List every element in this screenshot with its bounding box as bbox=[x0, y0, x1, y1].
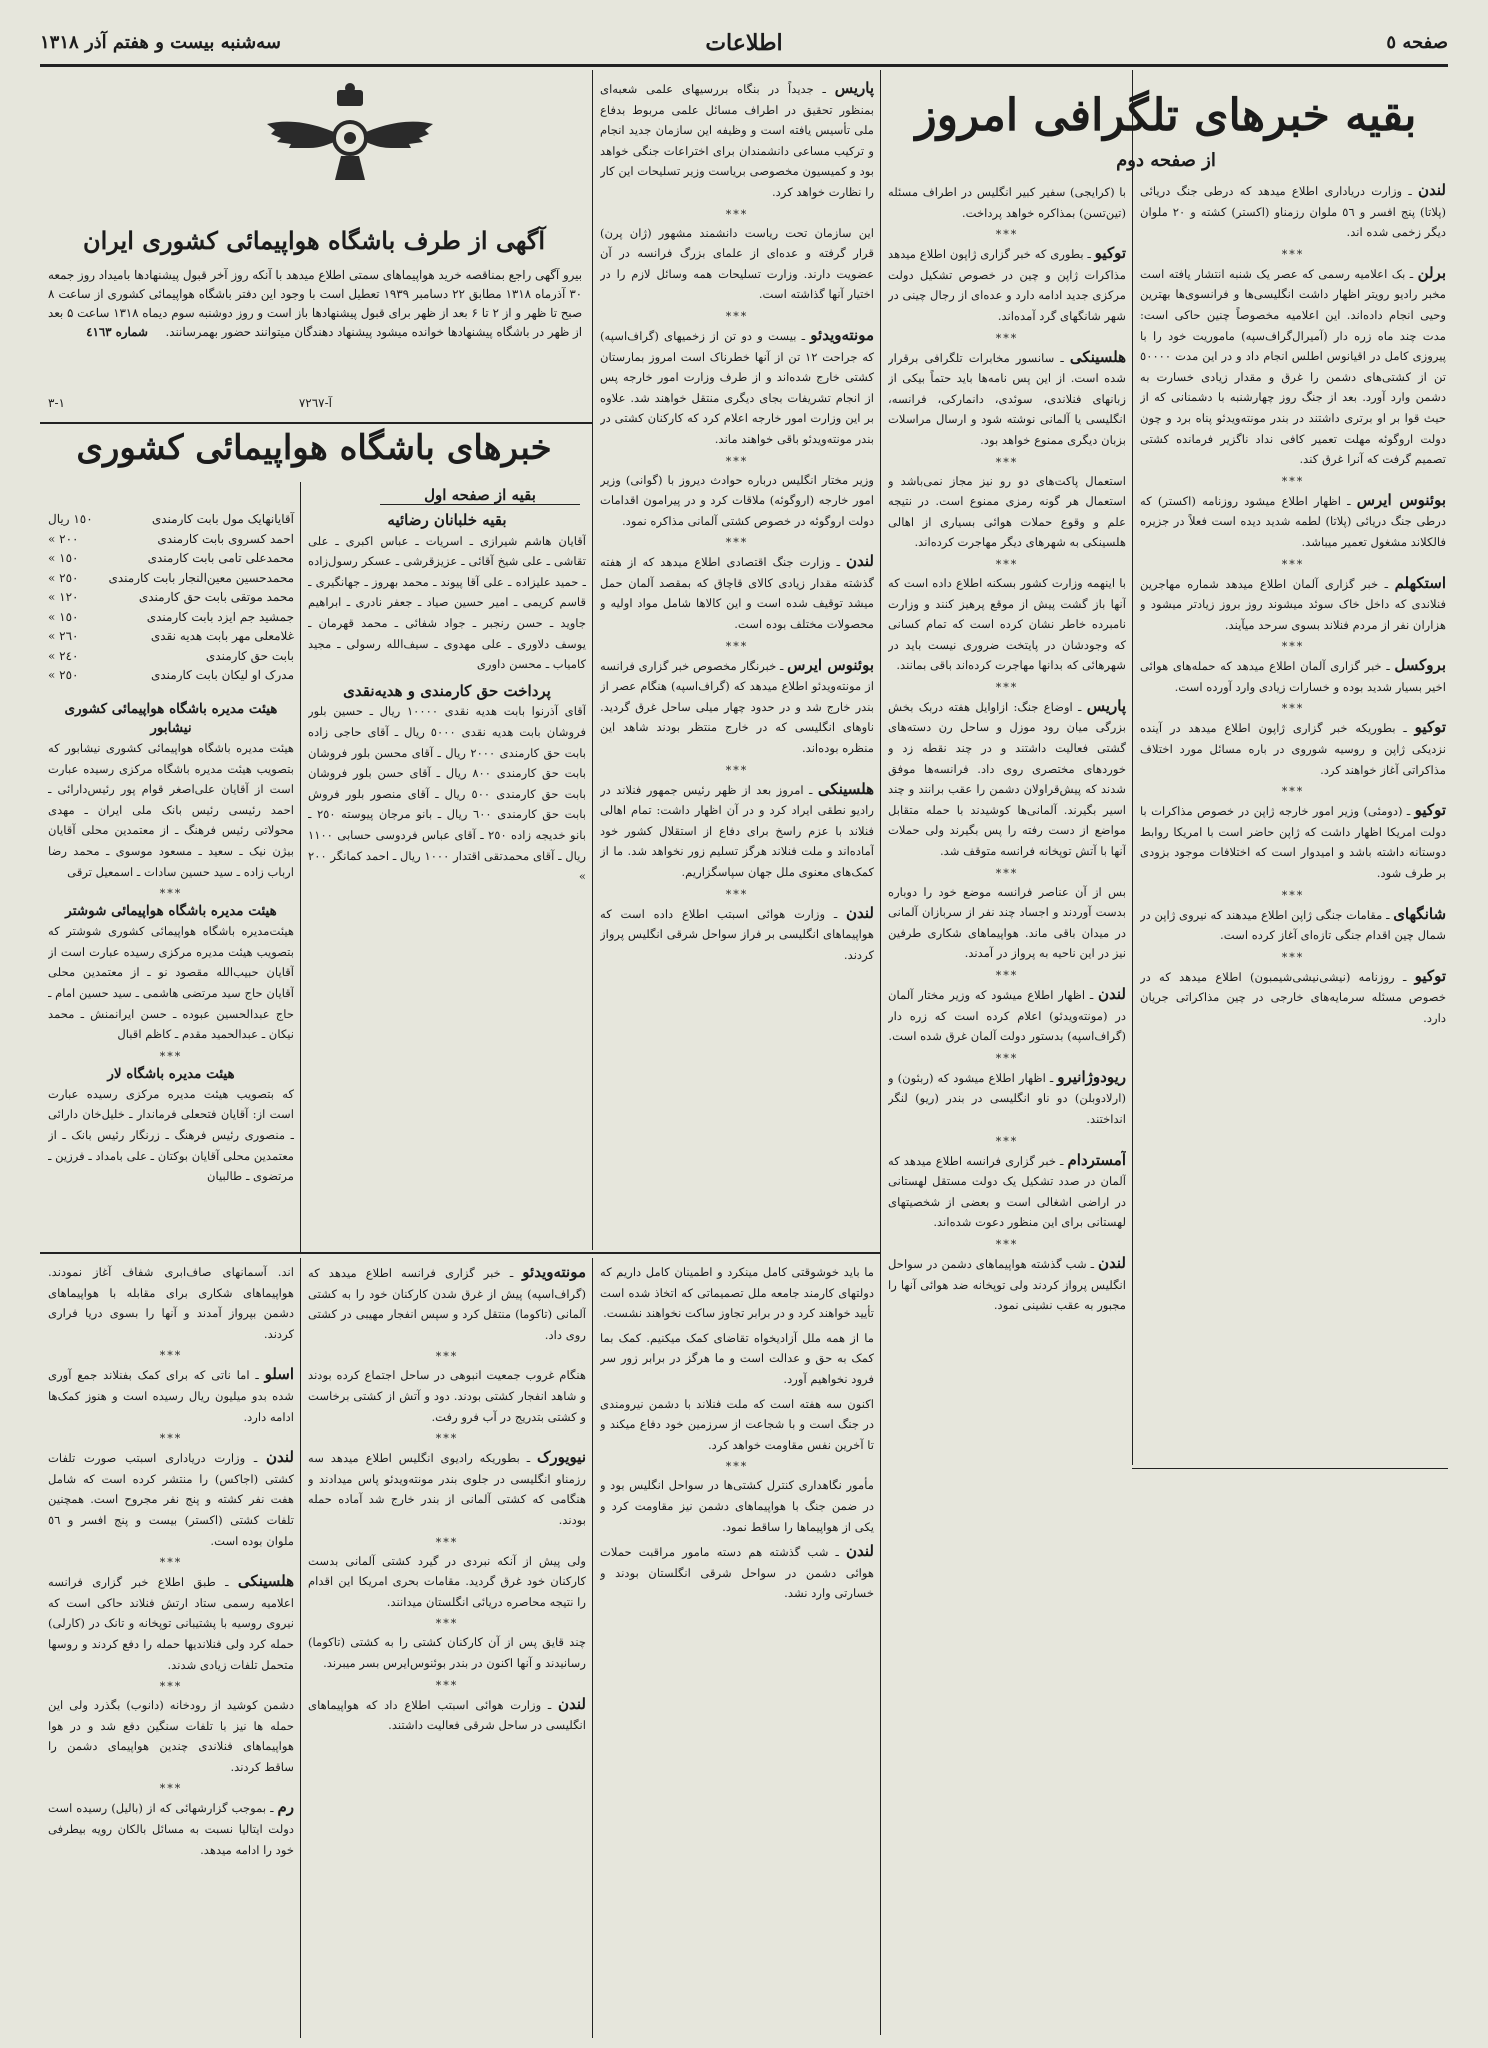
news-item bbox=[600, 223, 874, 305]
news-item-dateline: بروکسل bbox=[1394, 656, 1446, 675]
news-item-dateline: توکیو bbox=[1414, 718, 1446, 737]
news-item bbox=[888, 1150, 1126, 1233]
news-item-body: ما باید خوشوقتی کامل مینکرد و اطمینان کامل داریم که دولتهای کارمند جامعه ملل تصمیماتی که اتخاذ شده است تأیید خواهند کرد و در برابر تجاوز ساکت نخواهند نشست. bbox=[600, 1265, 874, 1321]
news-item bbox=[888, 471, 1126, 553]
news-item-dateline: لندن bbox=[846, 552, 874, 571]
ad-rule bbox=[40, 422, 592, 424]
donor-row bbox=[48, 666, 294, 686]
donor-name: آقایانهایک مول بابت کارمندی bbox=[151, 512, 294, 526]
donor-row bbox=[48, 588, 294, 608]
item-separator: *** bbox=[159, 1349, 183, 1363]
column-divider bbox=[880, 70, 881, 2035]
news-item bbox=[888, 882, 1126, 964]
news-item bbox=[888, 182, 1126, 223]
news-item-body: ـ بطوری که خبر گزاری ژاپون اطلاع میدهد مذاکرات ژاپن و چین در خصوص تشکیل دولت مرکزی جدید ادامه دارد و عده‌ای از رجال چینی در شهر شانگهای گرد آمده‌اند. bbox=[888, 247, 1126, 323]
news-item-body: ـ مقامات جنگی ژاپن اطلاع میدهند که نیروی ژاپن در شمال چین اقدام جنگی تازه‌ای آغاز کرده است. bbox=[1140, 907, 1446, 943]
news-item-body: وزیر مختار انگلیس درباره حوادث دیروز با (گوانی) وزیر امور خارجه (اروگوئه) ملاقات کرد و در پیرامون اقدامات دولت اروگوئه در خصوص کشتی آلمانی مذاکره نمود. bbox=[600, 472, 874, 528]
news-item-body: ـ بموجب گزارشهائی که از (بالیل) رسیده است دولت ایتالیا نسبت به مسائل بالکان رویه بیطرفی خود را ادامه میدهد. bbox=[48, 1801, 294, 1857]
news-item bbox=[600, 1394, 874, 1456]
news-item-dateline: مونته‌ویدئو bbox=[522, 1263, 586, 1281]
item-separator: *** bbox=[435, 1678, 459, 1692]
item-separator: *** bbox=[725, 207, 749, 221]
item-separator: *** bbox=[1281, 247, 1305, 261]
news-item-dateline: هلسینکی bbox=[1069, 347, 1126, 366]
item-separator: *** bbox=[725, 536, 749, 550]
news-item-body: ـ بیست و دو تن از زخمیهای (گراف‌اسپه) که جراحت ١٢ تن از آنها خطرناک است امروز بمارستان کشتی خارج شده‌اند و از طرف وزارت امور خارجه پس از انجام تشریفات بجای دیگری منتقل خواهند شد. علاوه بر این وزارت امور خارجه اعلام کرد که کارکنان کشتی در بندر مونته‌ویدئو باقی خواهند ماند. bbox=[600, 328, 874, 446]
donor-row bbox=[48, 549, 294, 569]
news-item-body: ـ خبر گزاری آلمان اطلاع میدهد شماره مهاجرین فنلاندی که داخل خاک سوئد میشوند روز بروز زیادتر میشود و هزاران نفر از مردم فنلاند بسوی سرحد میآیند. bbox=[1140, 576, 1446, 632]
news-item-body: ـ خبرنگار مخصوص خبر گزاری فرانسه از مونته‌ویدئو اطلاع میدهد که (گراف‌اسپه) هنگام عصر از بندر خارج شد و در حدود چهار میلی ساحل غرق گردید. ناوهای انگلیسی که در خارج منتظر بودند شاهد این منظره بوده‌اند. bbox=[600, 658, 874, 756]
news-item-body: ـ خبر گزاری فرانسه اطلاع میدهد که آلمان در صدد تشکیل یک دولت مستقل لهستانی در اراضی اشغالی است و بعضی از شخصیتهای لهستانی برای این منظور دعوت شده‌اند. bbox=[888, 1153, 1126, 1230]
news-item-body: ـ اوضاع جنگ: ازاوایل هفته دربک بخش بزرگی میان رود موزل و ساحل رن دسته‌های گشتی فعالیت داشتند و در چند نقطه زد و خوردهای مختصری روی داد. فرانسه‌ها موفق شدند که پیش‌قراولان دشمن را عقب برانند و چند اسیر بگیرند. آلمانی‌ها کوشیدند با حمله متقابل مواضع از دست رفته را پس بگیرند ولی حملات آنها با آتش توپخانه فرانسه متوقف شد. bbox=[888, 699, 1126, 859]
news-item-dateline: توکیو bbox=[1094, 244, 1126, 263]
news-item-body: ـ اظهار اطلاع میشود که وزیر مختار آلمان در (مونته‌ویدئو) اعلام کرده است که زره دار (گراف‌اسپه) بدستور دولت آلمان غرق شده است. bbox=[888, 988, 1126, 1044]
news-item-body: ـ شب گذشته هم دسته مامور مراقبت حملات هوائی دشمن در سواحل شرقی انگلستان بودند و خسارتی وارد نشد. bbox=[600, 1545, 874, 1601]
news-item-dateline: بوئنوس ایرس bbox=[1356, 490, 1446, 509]
news-item-body: ـ بطوریکه خبر گزاری ژاپون اطلاع میدهد در آینده نزدیکی ژاپن و روسیه شوروی در باره مسائل مورد اختلاف مذاکراتی آغاز خواهند کرد. bbox=[1140, 721, 1446, 777]
donor-row bbox=[48, 627, 294, 647]
news-item-body: ـ روزنامه (نیشی‌نیشی‌شیمبون) اطلاع میدهد که در خصوص مسئله سرمایه‌های خارجی در چین مذاکراتی جریان دارد. bbox=[1140, 969, 1446, 1025]
item-separator: *** bbox=[1281, 474, 1305, 488]
item-separator: *** bbox=[1281, 888, 1305, 902]
news-item bbox=[600, 1541, 874, 1604]
item-separator: *** bbox=[725, 454, 749, 468]
news-item-body: با (کرایجی) سفیر کبیر انگلیس در اطراف مسئله (تین‌تسن) بمذاکره خواهد پرداخت. bbox=[888, 185, 1126, 220]
news-item bbox=[48, 1695, 294, 1777]
news-item-body: ـ امروز بعد از ظهر رئیس جمهور فنلاند در رادیو نطقی ایراد کرد و در آن اظهار داشت: تمام اهالی فنلاند با عزم راسخ برای دفاع از استقلال کشور خود آماده‌اند و ملت فنلاند هرگز تسلیم زور نخواهد شد. ما از کمک‌های معنوی ملل جهان سپاسگزاریم. bbox=[600, 782, 874, 879]
issue-date: سه‌شنبه بیست و هفتم آذر ۱۳۱۸ bbox=[40, 32, 281, 53]
news-item-body: ـ اظهار اطلاع میشود که (ربئون) و (ارلادوبلن) دو ناو انگلیسی در بندر (ریو) لنگر انداختند. bbox=[888, 1070, 1126, 1126]
news-item-body: ـ شب گذشته هواپیماهای دشمن در سواحل انگلیس پرواز کردند ولی توپخانه ضد هوائی آنها را مجبور به عقب نشینی نمود. bbox=[888, 1256, 1126, 1313]
donor-amount: ١٢٠ » bbox=[48, 590, 79, 604]
news-item bbox=[888, 347, 1126, 451]
item-separator: *** bbox=[159, 1556, 183, 1570]
news-column-3 bbox=[600, 78, 874, 1246]
news-item-dateline: بوئنوس ایرس bbox=[787, 655, 874, 674]
item-separator: *** bbox=[159, 887, 183, 901]
news-item-dateline: لندن bbox=[1098, 1253, 1126, 1272]
news-item bbox=[308, 1694, 586, 1736]
telegraph-title: بقیه خبرهای تلگرافی امروز bbox=[915, 90, 1417, 141]
news-item bbox=[600, 903, 874, 966]
column-divider bbox=[300, 482, 301, 1252]
donor-name: مدرک او لیکان بابت کارمندی bbox=[150, 668, 294, 682]
item-separator: *** bbox=[995, 1237, 1019, 1251]
item-separator: *** bbox=[725, 1460, 749, 1474]
donor-row bbox=[48, 608, 294, 628]
item-separator: *** bbox=[1281, 785, 1305, 799]
news-item-body: دشمن کوشید از رودخانه (دانوب) بگذرد ولی این حمله ها نیز با تلفات سنگین دفع شد و در هوا هواپیماهای فنلاندی چندین هواپیمای دشمن را ساقط کردند. bbox=[48, 1698, 294, 1774]
news-item bbox=[48, 1571, 294, 1675]
news-item bbox=[888, 1067, 1126, 1130]
news-item-body: چند قایق پس از آن کارکنان کشتی را به کشتی (تاکوما) رسانیدند و آنها اکنون در بندر بوئنوس‌ایرس بسر میبرند. bbox=[308, 1635, 586, 1670]
item-separator: *** bbox=[995, 1134, 1019, 1148]
item-separator: *** bbox=[435, 1617, 459, 1631]
item-separator: *** bbox=[435, 1535, 459, 1549]
news-item bbox=[48, 1364, 294, 1427]
news-item-body: ـ وزارت دریاداری اسبتب صورت تلفات کشتی (اجاکس) را منتشر کرده است که شامل هفت نفر کشته و پنج نفر مجروح است. همچنین تلفات کشتی (اکستر) بیست و پنج افسر و ٥٦ ملوان بوده است. bbox=[48, 1451, 294, 1548]
ad-title: آگهی از طرف باشگاه هواپیمائی کشوری ایران bbox=[82, 226, 546, 255]
bottom-column-b bbox=[308, 1262, 586, 2032]
news-item-body: ـ خبر گزاری فرانسه اطلاع میدهد که (گراف‌اسپه) پیش از غرق شدن کارکنان خود را به کشتی آلمانی (تاکوما) منتقل کرد و سپس انفجار مهیبی در کشتی روی داد. bbox=[308, 1266, 586, 1342]
donor-row bbox=[48, 647, 294, 667]
news-item-body: ـ بک اعلامیه رسمی که عصر یک شنبه انتشار یافته است مخبر رادیو رویتر اظهار داشت انگلیسی‌ها و فرانسوی‌ها بهترین وحیی انجام داده‌اند. این اعلامیه مخصوصاً چنین حاکی است: مدت چند ماه زره دار (آمیرال‌گراف‌سپه) ماموریت خود را با پیروزی کامل در اقیانوس اطلس انجام داد و در این مدت ٥٠٠٠٠ تن از کشتی‌های دشمن را غرق و مقدار زیادی خسارت به دشمن وارد آورد. بعد از جنگ روز چهارشنبه با دشمنانی که از حیث قوا بر او برتری داشتند در بندر مونته‌ویدئو پناه برد و چون دولت اروگوئه مهلت تعمیر کافی نداد ناگزیر فرمانده کشتی تصمیم گرفت که آنرا غرق کند. bbox=[1140, 266, 1446, 467]
ad-body-text: بیرو آگهی راجع بمناقصه خرید هواپیماهای سمتی اطلاع میدهد با آنکه روز آخر قبول پیشنهادها بامیداد روز جمعه ٣٠ آذرماه ١٣١٨ مطابق ٢٢ دسامبر ١٩٣٩ تعطیل است با وجود این دفتر باشگاه هواپیمائی کشوری از ساعت ۸ صبح تا ظهر و از ۲ تا ۶ بعد از ظهر برای قبول پیشنهادها باز است و روز دوشنبه سوم دیماه ۱۳۱۸ ساعت ۵ بعد از ظهر در باشگاه پیشنهادها خوانده میشود پیشنهاد دهندگان میتوانند حضور بهمرسانند. bbox=[48, 268, 582, 339]
news-item bbox=[888, 696, 1126, 862]
item-separator: *** bbox=[1281, 702, 1305, 716]
news-item bbox=[1140, 180, 1446, 243]
bottom-column-c bbox=[600, 1262, 874, 2032]
masthead-rule bbox=[40, 64, 1448, 67]
bottom-column-a bbox=[48, 1262, 294, 2032]
item-separator: *** bbox=[725, 309, 749, 323]
donor-row bbox=[48, 569, 294, 589]
ad-body bbox=[48, 266, 582, 396]
item-separator: *** bbox=[159, 1680, 183, 1694]
club-emblem bbox=[265, 80, 435, 190]
telegraph-column-1 bbox=[1140, 180, 1446, 2000]
news-item-body: ـ سانسور مخابرات تلگرافی برقرار شده است. از این پس نامه‌ها باید حتماً بیکی از زبانهای فنلاندی، سوئدی، دانمارکی، فرانسه، انگلیسی یا آلمانی نوشته شود و ارسال مراسلات بزبان دیگری ممنوع خواهد بود. bbox=[888, 350, 1126, 447]
donor-amount: ٢٠٠ » bbox=[48, 531, 79, 546]
news-item bbox=[600, 1475, 874, 1537]
board-title: هیئت مدیره باشگاه لار bbox=[107, 1065, 235, 1082]
item-separator: *** bbox=[725, 639, 749, 653]
pilots-body: آقایان هاشم شیرازی ـ اسریات ـ عباس اکبری ـ علی تقاشی ـ علی شیخ آقائی ـ عزیزقرشی ـ عسکر رسول‌زاده ـ حمید علیزاده ـ علی آقا پیوند ـ محمد بهروز ـ جهانگیری ـ قاسم کریمی ـ امیر حسین صیاد ـ جعفر نادری ـ ابراهیم جاوید ـ حسن رنجبر ـ جواد شفائی ـ محمد قهرمان ـ یوسف دلاوری ـ علی مهدوی ـ سیف‌الله رسولی ـ مجید کامیاب ـ محسن داوری bbox=[308, 533, 586, 672]
item-separator: *** bbox=[159, 1782, 183, 1796]
donor-amount: ١٥٠ ریال bbox=[48, 512, 93, 526]
news-item bbox=[48, 1262, 294, 1344]
item-separator: *** bbox=[725, 887, 749, 901]
news-continued: بقیه از صفحه اول bbox=[380, 486, 580, 505]
board-body: که بتصویب هیئت مدیره مرکزی رسیده عبارت است از: آقایان فتحعلی فرماندار ـ خلیل‌خان دارائی ـ منصوری رئیس فرهنگ ـ زرنگار رئیس بانک ـ از معتمدین محلی آقایان بوکتان ـ علی بامداد ـ فرزین ـ مرتضوی ـ طالبیان bbox=[48, 1086, 294, 1184]
donor-amount: ١٥٠ » bbox=[48, 609, 79, 624]
section-rule bbox=[40, 1252, 880, 1254]
board-title: هیئت مدیره باشگاه هواپیمائی شوشتر bbox=[65, 903, 277, 920]
news-item-dateline: برلن bbox=[1417, 263, 1446, 282]
news-item-body: ـ وزارت هوائی اسبتب اطلاع داده است که هواپیماهای انگلیسی بر فراز سواحل شرقی انگلیس پرواز کردند. bbox=[600, 906, 874, 962]
item-separator: *** bbox=[995, 680, 1019, 694]
news-item bbox=[600, 1328, 874, 1390]
item-separator: *** bbox=[1281, 950, 1305, 964]
news-item-dateline: مونته‌ویدئو bbox=[810, 325, 874, 344]
item-separator: *** bbox=[159, 1049, 183, 1063]
column-divider bbox=[592, 1258, 593, 2038]
donor-name: محمدعلی تامی بابت کارمندی bbox=[147, 551, 294, 565]
donor-name: جمشید جم ایزد بابت کارمندی bbox=[146, 609, 294, 624]
news-item-dateline: توکیو bbox=[1414, 966, 1446, 985]
donors-list bbox=[48, 510, 294, 686]
donor-amount: ٢٥٠ » bbox=[48, 570, 79, 585]
news-item bbox=[308, 1632, 586, 1673]
news-item bbox=[888, 1253, 1126, 1316]
news-item-body: ولی پیش از آنکه نبردی در گیرد کشتی آلمانی بدست کارکنان خود غرق گردید. مقامات بحری امریکا این اقدام را نتیجه محاصره دریائی انگلستان میدانند. bbox=[308, 1553, 586, 1609]
ad-footer bbox=[48, 396, 582, 418]
column-divider bbox=[300, 1258, 301, 2038]
news-item-body: ـ وزارت دریاداری اطلاع میدهد که درطی جنگ دریائی (پلاتا) پنج افسر و ٥٦ ملوان رزمناو (اکستر) کشته و ٢٠ ملوان دیگر زخمی شده اند. bbox=[1140, 184, 1446, 240]
donor-row bbox=[48, 530, 294, 550]
news-item-body: ـ طبق اطلاع خبر گزاری فرانسه اعلامیه رسمی ستاد ارتش فنلاند حاکی است که نیروی روسیه با پشتیبانی توپخانه و تانک در (کارلی) حمله کرد ولی فنلاندیها حمله را دفع کردند و روسها متحمل تلفات زیادی شدند. bbox=[48, 1575, 294, 1672]
news-item-body: ـ جدیداً در بنگاه بررسیهای علمی شعبه‌ای بمنظور تحقیق در اطراف مسائل علمی مربوط بدفاع ملی تأسیس یافته است و وظیفه این سازمان جدید انجام و ترکیب مساعی دانشمندان برای اختراعات جنگی خواهد بود و کمیسیون مخصوصی بریاست وزیر تسلیحات این کار را نظارت خواهد کرد. bbox=[600, 82, 874, 199]
news-item-dateline: لندن bbox=[1098, 985, 1126, 1003]
item-separator: *** bbox=[1281, 557, 1305, 571]
news-item-body: ـ بطوریکه رادیوی انگلیس اطلاع میدهد سه رزمناو انگلیسی در جلوی بندر مونته‌ویدئو پاس میدادند و هنگامی که کشتی آلمانی از بندر خارج شد آماده حمله بودند. bbox=[308, 1451, 586, 1527]
news-item bbox=[888, 573, 1126, 676]
item-separator: *** bbox=[995, 557, 1019, 571]
item-separator: *** bbox=[995, 1051, 1019, 1065]
news-item-dateline: توکیو bbox=[1414, 801, 1446, 820]
pilots-title: بقیه خلبانان رضائیه bbox=[387, 511, 507, 529]
page-label: صفحه ٥ bbox=[1386, 32, 1448, 53]
news-item-body: ـ (دومئی) وزیر امور خارجه ژاپن در خصوص مذاکرات با دولت امریکا اظهار داشت که ژاپن حاضر است با امریکا روابط دوستانه داشته باشد و امیدوار است که اختلافات موجود بزودی بر طرف شود. bbox=[1140, 804, 1446, 881]
donor-name: غلامعلی مهر بابت هدیه نقدی bbox=[150, 629, 294, 643]
item-separator: *** bbox=[159, 1432, 183, 1446]
item-separator: *** bbox=[435, 1432, 459, 1446]
donor-name: بابت حق کارمندی bbox=[205, 648, 294, 663]
telegraph-column-2 bbox=[888, 182, 1126, 2002]
news-item-body: بس از آن عناصر فرانسه موضع خود را دوباره بدست آوردند و اجساد چند نفر از سربازان آلمانی در میدان باقی ماند. هواپیماهای شکاری طرفین نیز در این ناحیه به پرواز در آمدند. bbox=[888, 884, 1126, 961]
news-item-body: ـ وزارت هوائی اسبتب اطلاع داد که هواپیماهای انگلیسی در ساحل شرقی فعالیت داشتند. bbox=[308, 1697, 586, 1733]
news-item-body: مأمور نگاهداری کنترل کشتی‌ها در سواحل انگلیس بود و در ضمن جنگ با هواپیماهای دشمن نیز مقاومت کرد و یکی از هواپیماها را ساقط نمود. bbox=[600, 1478, 874, 1534]
news-item-dateline: آمستردام bbox=[1067, 1150, 1126, 1169]
news-item-body: استعمال پاکت‌های دو رو نیز مجاز نمی‌باشد و استعمال هر گونه رمزی ممنوع است. در نتیجه علم و وقوع حملات هوائی بسیاری از اهالی هلسینکی به شهرهای دیگر مهاجرت کرده‌اند. bbox=[888, 473, 1126, 550]
news-item-body: ما از همه ملل آزادیخواه تقاضای کمک میکنیم. کمک بما کمک به حق و عدالت است و ما هرگز در برابر زور سر فرود نخواهیم آورد. bbox=[600, 1330, 874, 1386]
pilots-payments-column bbox=[308, 510, 586, 1245]
news-item bbox=[308, 1447, 586, 1530]
news-item bbox=[600, 779, 874, 883]
news-title: خبرهای باشگاه هواپیمائی کشوری bbox=[76, 428, 552, 468]
news-item-body: هنگام غروب جمعیت انبوهی در ساحل اجتماع کرده بودند و شاهد انفجار کشتی بودند. دود و آتش از کشتی برخاست و کشتی بتدریج در آب فرو رفت. bbox=[308, 1368, 586, 1424]
news-item-body: این سازمان تحت ریاست دانشمند مشهور (ژان پرن) قرار گرفته و عده‌ای از علمای بزرگ فرانسه در آن عضویت دارند. وزارت تسلیحات همه وسائل لازم را در اختیار آنها گذاشته است. bbox=[600, 225, 874, 302]
news-item-dateline: لندن bbox=[846, 1542, 874, 1561]
news-item-body: ـ اظهار اطلاع میشود روزنامه (اکستر) که درطی جنگ دریائی (پلاتا) لطمه شدید دیده است فعلاً در جزیره فالکلاند مشغول تعمیر میباشد. bbox=[1140, 493, 1446, 549]
donor-name: محمدحسین معین‌النجار بابت کارمندی bbox=[108, 570, 294, 585]
item-separator: *** bbox=[995, 331, 1019, 345]
news-item-body: با اینهمه وزارت کشور بسکنه اطلاع داده است که آنها باز گشت پیش از موقع پرهیز کنند و وزارت نامبرده خاطر نشان کرده است که تمام کسانی که وجودشان در پایتخت ضروری نیست باید در شهرهائی که بدانها مهاجرت کرده‌اند باقی بمانند. bbox=[888, 575, 1126, 673]
news-item bbox=[600, 655, 874, 759]
donor-name: احمد کسروی بابت کارمندی bbox=[157, 531, 294, 546]
news-item-dateline: رم bbox=[277, 1798, 294, 1817]
news-item-dateline: هلسینکی bbox=[237, 1572, 294, 1591]
item-separator: *** bbox=[995, 455, 1019, 469]
donor-amount: ٢٦٠ » bbox=[48, 629, 79, 643]
masthead bbox=[40, 28, 1448, 62]
news-item-dateline: لندن bbox=[846, 903, 874, 922]
news-item-dateline: ریودوژانیرو bbox=[1057, 1067, 1126, 1086]
news-item bbox=[600, 470, 874, 532]
item-separator: *** bbox=[995, 228, 1019, 242]
news-item bbox=[1140, 904, 1446, 946]
news-item bbox=[308, 1551, 586, 1613]
column-divider bbox=[1132, 70, 1133, 1465]
news-item bbox=[888, 243, 1126, 326]
donor-name: محمد موتقی بابت حق کارمندی bbox=[138, 590, 294, 604]
ad-number: شماره ٤١٦٣ bbox=[86, 325, 148, 339]
payments-body: آقای آذرنوا بابت هدیه نقدی ١٠٠٠٠ ریال ـ حسین بلور فروشان بابت هدیه نقدی ٥٠٠٠ ریال ـ آقای حاجی زاده بابت حق کارمندی ٢٠٠٠ ریال ـ آقای محسن بلور فروشان بابت حق کارمندی ٨٠٠ ریال ـ آقای حسن بلور فروشان بابت حق کارمندی ٥٠٠ ریال ـ آقای منصور بلور فروش بابت حق کارمندی ٦٠٠ ریال ـ بانو مرجان پیوسته ٢٥٠ ـ بانو خدیجه زاده ٢٥٠ ـ آقای عباس فردوسی حسابی ١١٠٠ ریال ـ آقای محمدتقی اقتدار ١٠٠٠ ریال ـ احمد کمانگر ٢٠٠ » bbox=[308, 704, 586, 884]
news-item-dateline: لندن bbox=[266, 1448, 294, 1467]
news-item-body: ـ خبر گزاری آلمان اطلاع میدهد که حمله‌های هوائی اخیر بسیار شدید بوده و خسارات زیادی وارد آورده است. bbox=[1140, 659, 1446, 694]
donor-amount: ٢٤٠ » bbox=[48, 648, 79, 663]
news-item-body: ـ وزارت جنگ اقتصادی اطلاع میدهد که از هفته گذشته مقدار زیادی کالای قاچاق که بمقصد آلمان حمل میشد توقیف شده است و این کالاها شامل مواد اولیه و محصولات مختلف بوده است. bbox=[600, 555, 874, 632]
donor-amount: ٢٥٠ » bbox=[48, 668, 79, 682]
news-item bbox=[48, 1447, 294, 1551]
ad-code: آ-٧٢٦٧ bbox=[298, 396, 332, 410]
boards-column bbox=[48, 700, 294, 1245]
news-item-body: اکنون سه هفته است که ملت فنلاند با دشمن نیرومندی در جنگ است و با شجاعت از سرزمین خود دفاع میکند و تا آخرین نفس مقاومت خواهد کرد. bbox=[600, 1396, 874, 1452]
news-item bbox=[308, 1365, 586, 1427]
item-separator: *** bbox=[435, 1350, 459, 1364]
news-item-body: اند. آسمانهای صاف‌ابری شفاف آغاز نمودند. هواپیماهای شکاری برای مقابله با هواپیماهای دشمن بپرواز آمدند و آنها را بسوی دریا فراری کردند. bbox=[48, 1265, 294, 1341]
news-item-dateline: اسلو bbox=[264, 1365, 294, 1384]
news-item-dateline: پاریس bbox=[1086, 696, 1126, 715]
board-body: هیئت مدیره باشگاه هواپیمائی کشوری نیشابور که بتصویب هیئت مدیره باشگاه مرکزی رسیده عبارت است از آقایان علی‌اصغر قوام پور رئیس‌دارائی ـ احمد رئیسی رئیس بانک ملی ایران ـ مهدی محولاتی رئیس فرهنگ ـ از معتمدین محلی آقایان بیژن نیک ـ سعید ـ مسعود موسوی ـ محمد رضا ارباب زاده ـ سید حسین سادات ـ اسمعیل ترقی bbox=[48, 741, 294, 879]
donor-row bbox=[48, 510, 294, 530]
ad-insertion: ١-٣ bbox=[48, 396, 65, 410]
news-item bbox=[48, 1797, 294, 1860]
donor-amount: ١٥٠ » bbox=[48, 551, 79, 565]
news-item bbox=[1140, 490, 1446, 553]
news-item-dateline: استکهلم bbox=[1394, 573, 1446, 592]
news-item bbox=[1140, 966, 1446, 1029]
payments-title: پرداخت حق کارمندی و هدیه‌نقدی bbox=[343, 681, 551, 700]
news-item-dateline: شانگهای bbox=[1393, 904, 1446, 923]
news-item bbox=[600, 78, 874, 203]
news-item-dateline: لندن bbox=[1418, 181, 1446, 199]
news-item-dateline: پاریس bbox=[834, 79, 874, 97]
news-item bbox=[888, 984, 1126, 1047]
news-item-body: ـ اما ناتی که برای کمک بفنلاند جمع آوری شده بدو میلیون ریال رسیده است و هنوز کمک‌ها ادامه دارد. bbox=[48, 1368, 294, 1424]
news-item-dateline: هلسینکی bbox=[817, 779, 874, 798]
news-item-dateline: لندن bbox=[558, 1694, 586, 1713]
column-divider bbox=[592, 70, 593, 1250]
news-item bbox=[1140, 800, 1446, 883]
news-item bbox=[1140, 263, 1446, 470]
winged-crown-icon bbox=[265, 80, 435, 190]
news-item bbox=[1140, 655, 1446, 697]
news-item bbox=[600, 1262, 874, 1324]
item-separator: *** bbox=[725, 763, 749, 777]
news-item bbox=[308, 1262, 586, 1345]
telegraph-subtitle: از صفحه دوم bbox=[1116, 150, 1216, 171]
news-item bbox=[1140, 717, 1446, 780]
paper-name: اطلاعات bbox=[705, 30, 783, 56]
news-item bbox=[600, 551, 874, 634]
item-separator: *** bbox=[1281, 640, 1305, 654]
item-separator: *** bbox=[995, 969, 1019, 982]
news-item-dateline: نیویورک bbox=[536, 1448, 586, 1467]
news-item bbox=[1140, 573, 1446, 636]
item-separator: *** bbox=[995, 866, 1019, 880]
board-title: هیئت مدیره باشگاه هواپیمائی کشوری نیشابور bbox=[64, 701, 278, 736]
board-body: هیئت‌مدیره باشگاه هواپیمائی کشوری شوشتر که بتصویب هیئت مدیره مرکزی رسیده عبارت است از آقایان حبیب‌الله مقصود نو ـ از معتمدین محلی آقایان حاج سید مرتضی هاشمی ـ سید حسین امام ـ حاج عبدالحسین عبوده ـ حسن ایرانمنش ـ محمد نیکان ـ عبدالحمید مقدم ـ کاظم اقبال bbox=[48, 924, 294, 1042]
news-item bbox=[600, 325, 874, 450]
